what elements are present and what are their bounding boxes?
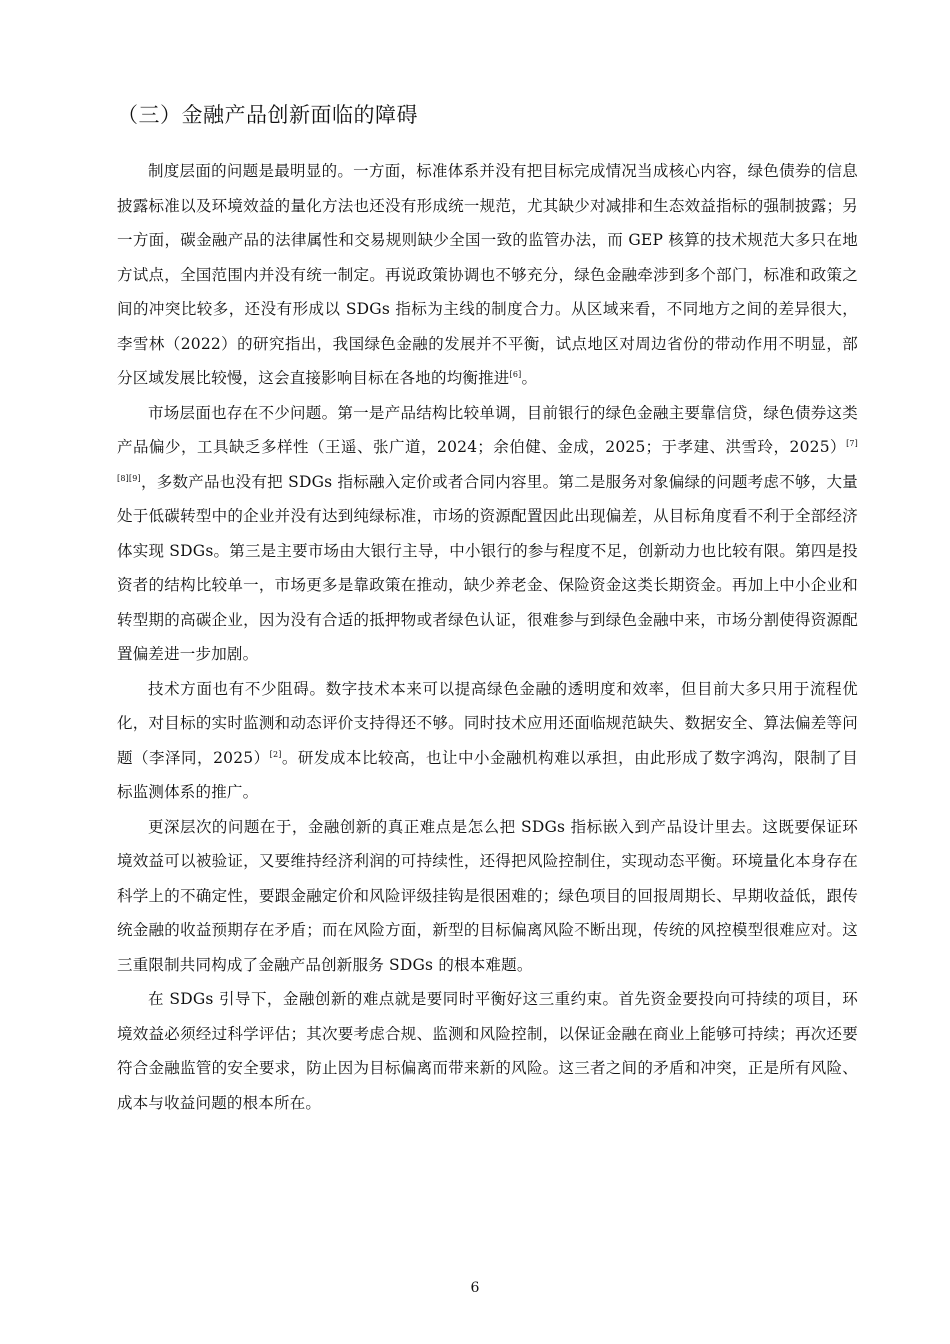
paragraph-institutional <box>117 154 858 396</box>
citation-marker: [6] <box>509 369 522 379</box>
paragraph-deeper-issues <box>117 810 858 983</box>
paragraph-text: 更深层次的问题在于，金融创新的真正难点是怎么把 SDGs 指标嵌入到产品设计里去。这既要保证环境效益可以被验证，又要维持经济利润的可持续性，还得把风险控制住，实现动态平衡。环境量化本身存在科学上的不确定性，要跟金融定价和风险评级挂钩是很困难的；绿色项目的回报周期长、早期收益低，跟传统金融的收益预期存在矛盾；而在风险方面，新型的目标偏离风险不断出现，传统的风控模型很难应对。这三重限制共同构成了金融产品创新服务 SDGs 的根本难题。 <box>117 817 858 974</box>
citation-marker: [7][8][9] <box>117 438 858 483</box>
page-number: 6 <box>470 1280 480 1296</box>
paragraph-text: 市场层面也存在不少问题。第一是产品结构比较单调，目前银行的绿色金融主要靠信贷，绿色债券这类产品偏少，工具缺乏多样性（王遥、张广道，2024；余伯健、金成，2025；于孝建、洪雪玲，2025） <box>117 403 858 456</box>
paragraph-technology <box>117 672 858 810</box>
paragraph-sdgs-constraints <box>117 982 858 1120</box>
paragraph-tail: ，多数产品也没有把 SDGs 指标融入定价或者合同内容里。第二是服务对象偏绿的问题考虑不够，大量处于低碳转型中的企业并没有达到纯绿标准，市场的资源配置因此出现偏差，从目标角度看不利于全部经济体实现 SDGs。第三是主要市场由大银行主导，中小银行的参与程度不足，创新动力也比较有限。第四是投资者的结构比较单一，市场更多是靠政策在推动，缺少养老金、保险资金这类长期资金。再加上中小企业和转型期的高碳企业，因为没有合适的抵押物或者绿色认证，很难参与到绿色金融中来，市场分割使得资源配置偏差进一步加剧。 <box>117 472 858 663</box>
paragraph-market <box>117 396 858 672</box>
paragraph-text: 在 SDGs 引导下，金融创新的难点就是要同时平衡好这三重约束。首先资金要投向可持续的项目，环境效益必须经过科学评估；其次要考虑合规、监测和风险控制，以保证金融在商业上能够可持续；再次还要符合金融监管的安全要求，防止因为目标偏离而带来新的风险。这三者之间的矛盾和冲突，正是所有风险、成本与收益问题的根本所在。 <box>117 990 858 1112</box>
body-text <box>117 154 858 1120</box>
paragraph-text: 技术方面也有不少阻碍。数字技术本来可以提高绿色金融的透明度和效率，但目前大多只用于流程优化，对目标的实时监测和动态评价支持得还不够。同时技术应用还面临规范缺失、数据安全、算法偏差等问题（李泽同，2025） <box>117 679 858 767</box>
citation-marker: [2] <box>269 749 282 759</box>
paragraph-tail: 。 <box>521 369 538 387</box>
section-heading: （三）金融产品创新面临的障碍 <box>117 103 418 127</box>
paragraph-tail: 。研发成本比较高，也让中小金融机构难以承担，由此形成了数字鸿沟，限制了目标监测体系的推广。 <box>117 748 858 801</box>
paragraph-text: 制度层面的问题是最明显的。一方面，标准体系并没有把目标完成情况当成核心内容，绿色债券的信息披露标准以及环境效益的量化方法也还没有形成统一规范，尤其缺少对减排和生态效益指标的强制披露；另一方面，碳金融产品的法律属性和交易规则缺少全国一致的监管办法，而 GEP 核算的技术规范大多只在地方试点，全国范围内并没有统一制定。再说政策协调也不够充分，绿色金融牵涉到多个部门，标准和政策之间的冲突比较多，还没有形成以 SDGs 指标为主线的制度合力。从区域来看，不同地方之间的差异很大，李雪林（2022）的研究指出，我国绿色金融的发展并不平衡，试点地区对周边省份的带动作用不明显，部分区域发展比较慢，这会直接影响目标在各地的均衡推进 <box>117 162 858 387</box>
